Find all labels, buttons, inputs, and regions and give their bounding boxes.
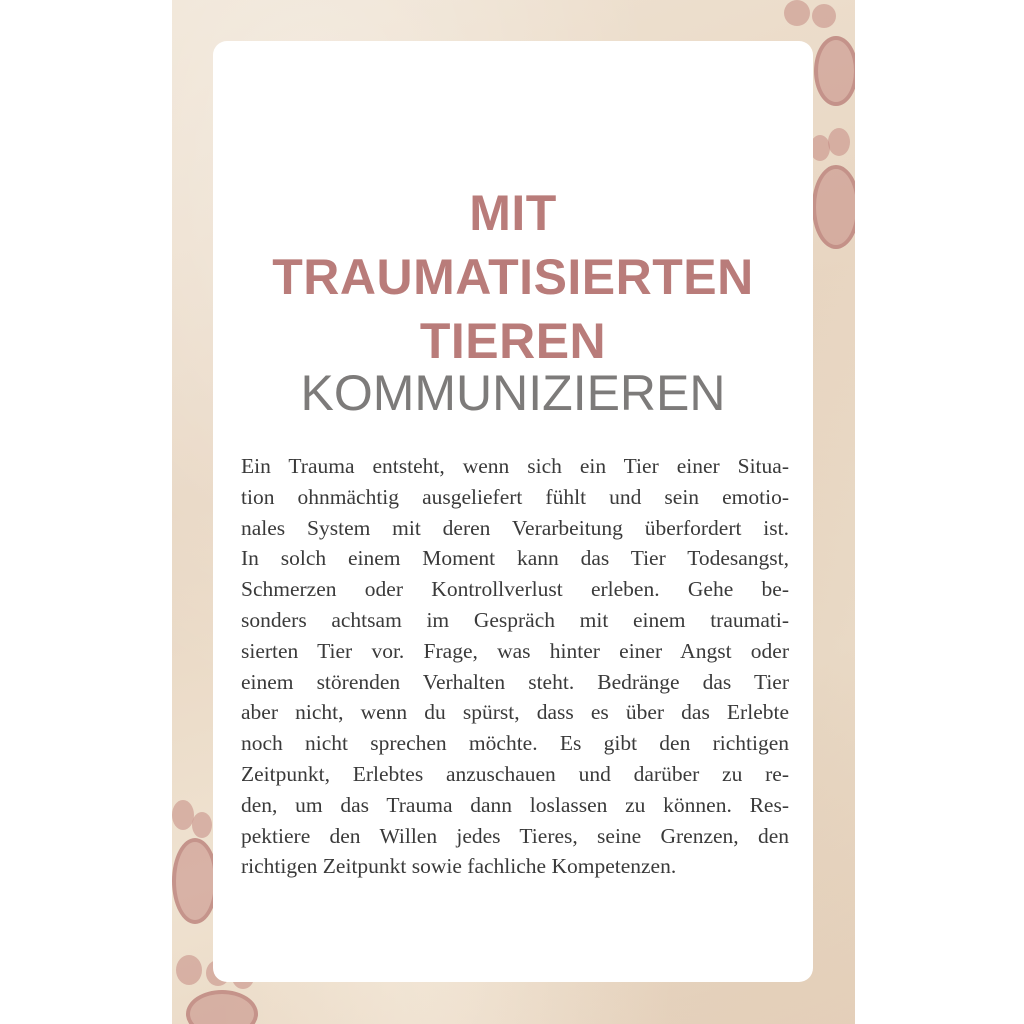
body-line: sonders achtsam im Gespräch mit einem traumati- <box>241 607 789 632</box>
body-line: Schmerzen oder Kontrollverlust erleben. Gehe be- <box>241 577 789 602</box>
text-panel <box>213 41 813 982</box>
body-line: tion ohnmächtig ausgeliefert fühlt und sein emotio- <box>241 484 789 509</box>
card-body-text <box>241 451 789 882</box>
body-line: aber nicht, wenn du spürst, dass es über das Erlebte <box>241 700 789 725</box>
body-line: den, um das Trauma dann loslassen zu können. Res- <box>241 792 789 817</box>
card <box>172 0 855 1024</box>
body-line: einem störenden Verhalten steht. Bedränge das Tier <box>241 669 789 694</box>
body-line: pektiere den Willen jedes Tieres, seine Grenzen, den <box>241 823 789 848</box>
card-title <box>213 181 813 373</box>
card-subtitle: KOMMUNIZIEREN <box>300 365 726 421</box>
body-line: In solch einem Moment kann das Tier Todesangst, <box>241 546 789 571</box>
body-line: noch nicht sprechen möchte. Es gibt den richtigen <box>241 731 789 756</box>
title-line: TIEREN <box>419 313 607 369</box>
body-line: Ein Trauma entsteht, wenn sich ein Tier einer Situa- <box>241 454 789 478</box>
body-line: Zeitpunkt, Erlebtes anzuschauen und darüber zu re- <box>241 761 789 786</box>
body-line: sierten Tier vor. Frage, was hinter einer Angst oder <box>241 638 789 663</box>
body-line: richtigen Zeitpunkt sowie fachliche Kompetenzen. <box>241 854 677 879</box>
title-line: MIT <box>469 185 557 241</box>
title-line: TRAUMATISIERTEN <box>272 249 754 305</box>
body-line: nales System mit deren Verarbeitung überfordert ist. <box>241 515 789 540</box>
